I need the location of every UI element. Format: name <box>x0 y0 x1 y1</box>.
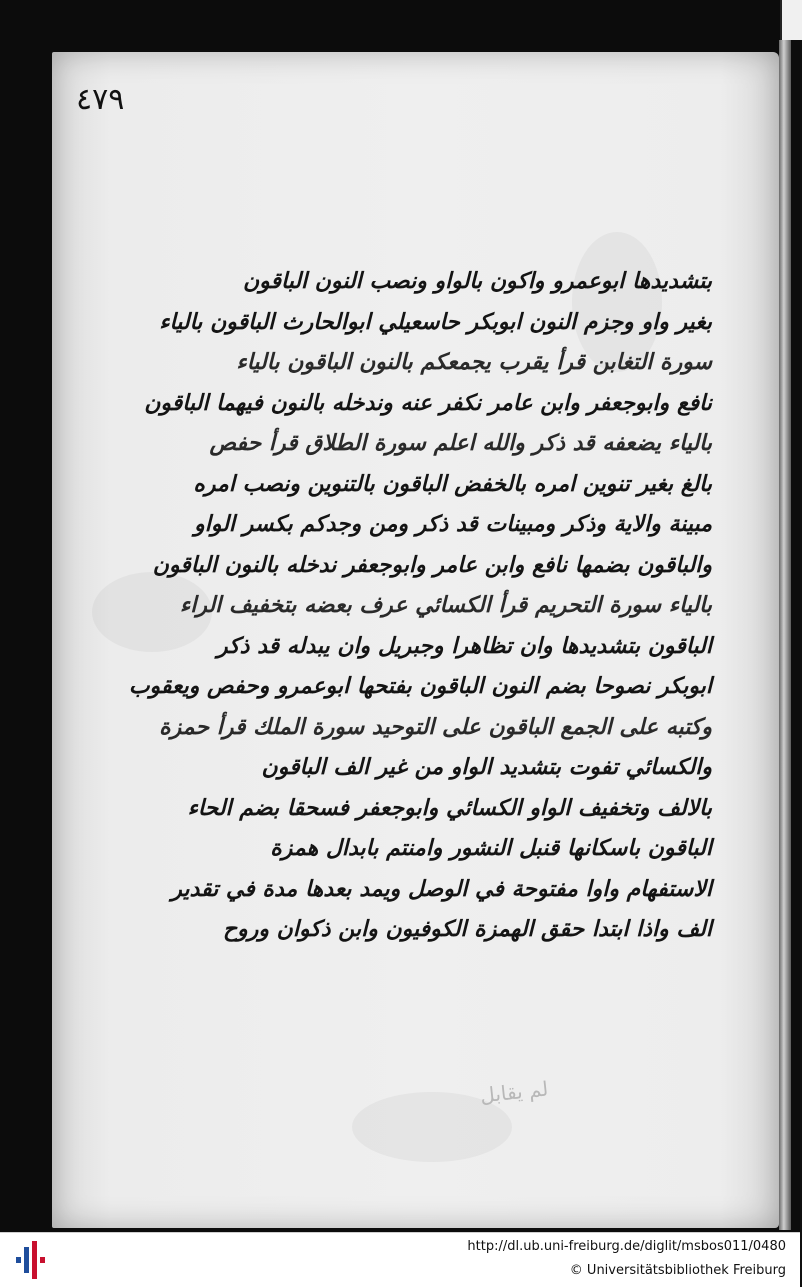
manuscript-line: الف واذا ابتدا حقق الهمزة الكوفيون وابن ذكوان وروح <box>222 917 712 942</box>
manuscript-line: بتشديدها ابوعمرو واكون بالواو ونصب النون الباقون <box>242 269 712 294</box>
manuscript-line: بالياء سورة التحريم قرأ الكسائي عرف بعضه بتخفيف الراء <box>179 593 712 618</box>
binding-strip <box>780 0 802 40</box>
manuscript-line: الاستفهام واوا مفتوحة في الوصل ويمد بعدها مدة في تقدير <box>171 876 712 902</box>
manuscript-line: بالغ بغير تنوين امره بالخفض الباقون بالتنوين ونصب امره <box>193 471 712 497</box>
manuscript-line: بغير واو وجزم النون ابوبكر حاسعيلي ابوالحارث الباقون بالياء <box>159 309 712 335</box>
manuscript-line: بالياء يضعفه قد ذكر والله اعلم سورة الطلاق قرأ حفص <box>209 431 712 456</box>
document-url-link[interactable]: http://dl.ub.uni-freiburg.de/diglit/msbos011/0480 <box>467 1239 786 1254</box>
manuscript-line: نافع وابوجعفر وابن عامر نكفر عنه وندخله بالنون فيهما الباقون <box>144 390 712 416</box>
manuscript-line: بالالف وتخفيف الواو الكسائي وابوجعفر فسحقا بضم الحاء <box>187 795 712 821</box>
manuscript-line: الباقون باسكانها قنبل النشور وامنتم بابدال همزة <box>270 836 712 861</box>
copyright-notice: © Universitätsbibliothek Freiburg <box>569 1263 786 1278</box>
viewer-footer <box>0 1232 800 1287</box>
pencil-note: لم يقابل <box>478 1076 550 1108</box>
manuscript-line: والباقون بضمها نافع وابن عامر وابوجعفر ندخله بالنون الباقون <box>152 552 712 578</box>
manuscript-line: سورة التغابن قرأ يقرب يجمعكم بالنون الباقون بالياء <box>236 350 712 375</box>
manuscript-line: مبينة والاية وذكر ومبينات قد ذكر ومن وجدكم بكسر الواو <box>194 512 712 537</box>
manuscript-text-block <box>128 262 712 1042</box>
manuscript-line: وكتبه على الجمع الباقون على التوحيد سورة الملك قرأ حمزة <box>159 714 712 740</box>
folio-number: ٤٧٩ <box>76 82 125 117</box>
ub-freiburg-logo-icon <box>12 1239 52 1281</box>
manuscript-line: ابوبكر نصوحا بضم النون الباقون بفتحها ابوعمرو وحفص ويعقوب <box>128 674 712 699</box>
page-edge <box>779 40 791 1230</box>
manuscript-line: الباقون بتشديدها وان تظاهرا وجبريل وان يبدله قد ذكر <box>217 633 712 659</box>
manuscript-line: والكسائي تفوت بتشديد الواو من غير الف الباقون <box>261 755 712 780</box>
